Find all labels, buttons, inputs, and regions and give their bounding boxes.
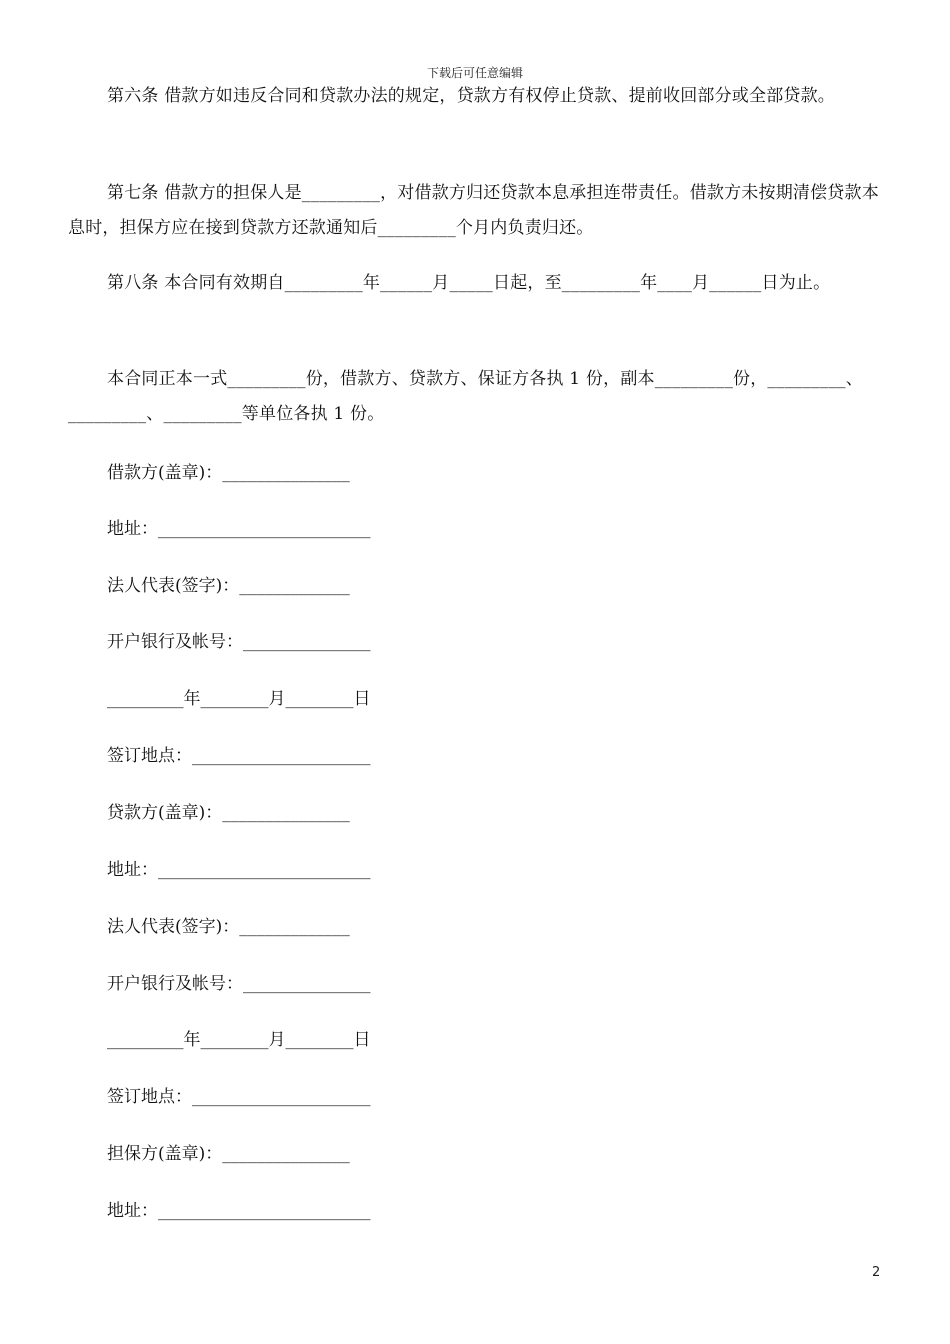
borrower-representative-field: 法人代表(签字)：_____________ xyxy=(107,576,350,596)
lender-representative-field: 法人代表(签字)：_____________ xyxy=(107,917,350,937)
borrower-signing-place-field: 签订地点：_____________________ xyxy=(107,746,371,766)
article-6: 第六条 借款方如违反合同和贷款办法的规定，贷款方有权停止贷款、提前收回部分或全部贷款。 xyxy=(107,86,836,106)
lender-bank-account-field: 开户银行及帐号：_______________ xyxy=(107,974,371,994)
guarantor-address-field: 地址：_________________________ xyxy=(107,1201,371,1221)
copies-clause: 本合同正本一式_________份，借款方、贷款方、保证方各执 1 份，副本_________份，_________、_________、_________等单位各执 1 份。 xyxy=(68,369,863,424)
borrower-address-field: 地址：_________________________ xyxy=(107,519,371,539)
borrower-seal-field: 借款方(盖章)：_______________ xyxy=(107,463,350,483)
page-number: 2 xyxy=(872,1265,881,1280)
lender-seal-field: 贷款方(盖章)：_______________ xyxy=(107,803,350,823)
article-8: 第八条 本合同有效期自_________年______月_____日起，至_________年____月______日为止。 xyxy=(107,273,831,293)
page-header: 下载后可任意编辑 xyxy=(426,66,523,80)
article-7: 第七条 借款方的担保人是_________，对借款方归还贷款本息承担连带责任。借款方未按期清偿贷款本息时，担保方应在接到贷款方还款通知后_________个月内负责归还。 xyxy=(68,183,879,238)
lender-address-field: 地址：_________________________ xyxy=(107,860,371,880)
lender-date-field: _________年________月________日 xyxy=(107,1030,371,1050)
borrower-date-field: _________年________月________日 xyxy=(107,689,371,709)
borrower-bank-account-field: 开户银行及帐号：_______________ xyxy=(107,632,371,652)
lender-signing-place-field: 签订地点：_____________________ xyxy=(107,1087,371,1107)
guarantor-seal-field: 担保方(盖章)：_______________ xyxy=(107,1144,350,1164)
